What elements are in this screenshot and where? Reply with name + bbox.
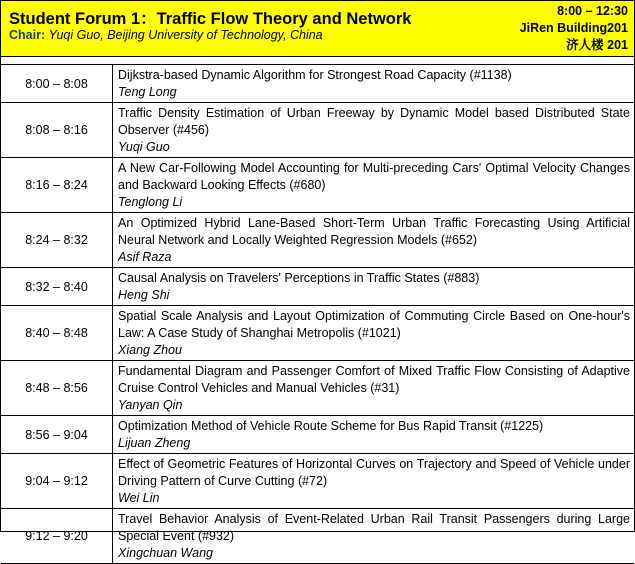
paper-author: Wei Lin <box>118 491 160 505</box>
talk-table <box>1 64 634 564</box>
session-title: Student Forum 1：Traffic Flow Theory and Network <box>9 10 412 28</box>
chair-label: Chair: <box>9 28 46 42</box>
paper-title: An Optimized Hybrid Lane-Based Short-Term Urban Traffic Forecasting Using Artificial Neural Network and Locally Weighted Regression Models (#652) <box>118 216 630 247</box>
talk-content <box>113 454 634 508</box>
paper-author: Xiang Zhou <box>118 343 182 357</box>
chair-line <box>9 28 323 42</box>
talk-content <box>113 509 634 563</box>
session-header <box>1 1 634 57</box>
paper-title: Traffic Density Estimation of Urban Freeway by Dynamic Model based Distributed State Observer (#456) <box>118 106 630 137</box>
paper-title: Travel Behavior Analysis of Event-Related Urban Rail Transit Passengers during Large Special Event (#932) <box>118 512 630 543</box>
talk-row <box>1 213 634 268</box>
talk-row <box>1 65 634 103</box>
talk-row <box>1 268 634 306</box>
talk-time: 8:08 – 8:16 <box>1 103 113 157</box>
paper-author: Xingchuan Wang <box>118 546 213 560</box>
talk-time: 9:04 – 9:12 <box>1 454 113 508</box>
talk-row <box>1 416 634 454</box>
talk-time: 8:00 – 8:08 <box>1 65 113 102</box>
paper-author: Lijuan Zheng <box>118 436 191 450</box>
talk-content <box>113 103 634 157</box>
paper-author: Yanyan Qin <box>118 398 183 412</box>
session-meta <box>520 3 628 54</box>
talk-row <box>1 158 634 213</box>
talk-content <box>113 158 634 212</box>
paper-title: Effect of Geometric Features of Horizontal Curves on Trajectory and Speed of Vehicle under Driving Pattern of Curve Cutting (#72) <box>118 457 630 488</box>
talk-time: 8:32 – 8:40 <box>1 268 113 305</box>
talk-content <box>113 306 634 360</box>
talk-row <box>1 361 634 416</box>
talk-row <box>1 454 634 509</box>
paper-title: Dijkstra-based Dynamic Algorithm for Strongest Road Capacity (#1138) <box>118 68 512 82</box>
talk-time: 8:24 – 8:32 <box>1 213 113 267</box>
paper-author: Tenglong Li <box>118 195 183 209</box>
talk-time: 9:12 – 9:20 <box>1 509 113 563</box>
talk-content <box>113 213 634 267</box>
talk-row <box>1 103 634 158</box>
talk-time: 8:40 – 8:48 <box>1 306 113 360</box>
paper-title: A New Car-Following Model Accounting for Multi-preceding Cars' Optimal Velocity Changes and Backward Looking Effects (#680) <box>118 161 630 192</box>
paper-author: Yuqi Guo <box>118 140 170 154</box>
session-time: 8:00 – 12:30 <box>557 4 628 18</box>
chair-name: Yuqi Guo, Beijing University of Technology, China <box>48 28 323 42</box>
talk-content <box>113 416 634 453</box>
talk-content <box>113 65 634 102</box>
paper-author: Heng Shi <box>118 288 170 302</box>
paper-author: Teng Long <box>118 85 177 99</box>
session-venue-cn: 济人楼 201 <box>566 38 628 52</box>
talk-row <box>1 509 634 564</box>
talk-time: 8:48 – 8:56 <box>1 361 113 415</box>
session-venue: JiRen Building201 <box>519 21 628 35</box>
talk-row <box>1 306 634 361</box>
talk-content <box>113 268 634 305</box>
talk-content <box>113 361 634 415</box>
paper-title: Fundamental Diagram and Passenger Comfort of Mixed Traffic Flow Consisting of Adaptive Cruise Control Vehicles and Manual Vehicles (#31) <box>118 364 630 395</box>
talk-time: 8:56 – 9:04 <box>1 416 113 453</box>
paper-author: Asif Raza <box>118 250 172 264</box>
paper-title: Causal Analysis on Travelers' Perceptions in Traffic States (#883) <box>118 271 480 285</box>
talk-time: 8:16 – 8:24 <box>1 158 113 212</box>
paper-title: Spatial Scale Analysis and Layout Optimization of Commuting Circle Based on One-hour's Law: A Case Study of Shanghai Metropolis (#1021) <box>118 309 630 340</box>
paper-title: Optimization Method of Vehicle Route Scheme for Bus Rapid Transit (#1225) <box>118 419 544 433</box>
